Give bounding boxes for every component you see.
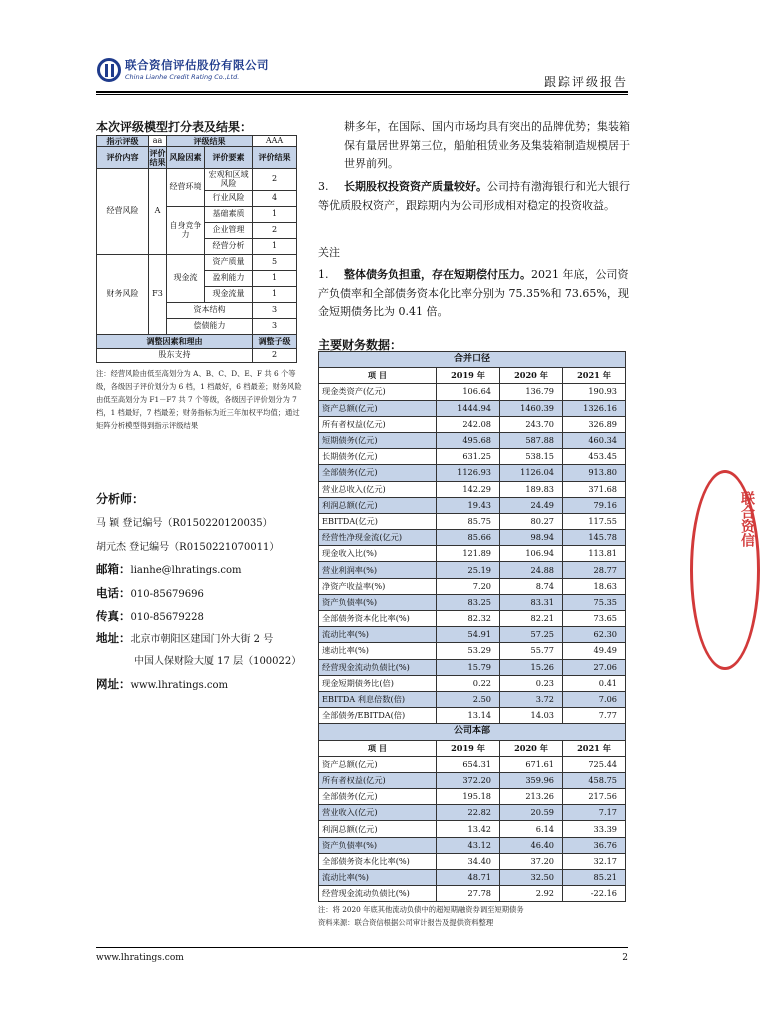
cell-value: 587.88: [500, 432, 563, 448]
cell-value: 83.31: [500, 594, 563, 610]
cell-value: 14.03: [500, 708, 563, 724]
factor-score: 1: [253, 239, 297, 255]
cell-value: 8.74: [500, 578, 563, 594]
cell-value: 217.56: [563, 789, 626, 805]
cell-value: 20.59: [500, 805, 563, 821]
cell-value: 73.65: [563, 611, 626, 627]
table-row: [319, 400, 626, 416]
row-label: 所有者权益(亿元): [319, 772, 437, 788]
row-label: 速动比率(%): [319, 643, 437, 659]
model-heading: 本次评级模型打分表及结果：: [96, 120, 253, 134]
cell-value: 0.41: [563, 675, 626, 691]
factor-score: 5: [253, 255, 297, 271]
row-label: EBITDA 利息倍数(倍): [319, 691, 437, 707]
column-header: 2020 年: [500, 740, 563, 756]
business-env-label: 经营环境: [167, 169, 205, 207]
cell-value: 1326.16: [563, 400, 626, 416]
address-label: 地址：: [96, 631, 131, 645]
cell-value: 13.14: [437, 708, 500, 724]
column-header: 2019 年: [437, 368, 500, 384]
row-label: 利润总额(亿元): [319, 497, 437, 513]
table-row: [319, 756, 626, 772]
cell-value: 7.17: [563, 805, 626, 821]
cell-value: 7.77: [563, 708, 626, 724]
business-risk-result: A: [149, 169, 167, 255]
cell-value: 2.92: [500, 886, 563, 902]
cell-value: 189.83: [500, 481, 563, 497]
row-label: 资产总额(亿元): [319, 756, 437, 772]
cell-value: 6.14: [500, 821, 563, 837]
cell-value: 1460.39: [500, 400, 563, 416]
row-label: 全部债务资本化比率(%): [319, 853, 437, 869]
web-value[interactable]: www.lhratings.com: [130, 680, 229, 691]
cell-value: 54.91: [437, 627, 500, 643]
cell-value: 326.89: [563, 416, 626, 432]
cell-value: 22.82: [437, 805, 500, 821]
factor-score: 2: [253, 223, 297, 239]
indicative-rating-value: aa: [149, 136, 167, 147]
table-row: [319, 789, 626, 805]
page-number: 2: [622, 953, 628, 963]
cell-value: 55.77: [500, 643, 563, 659]
analyst-1: 马 颖 登记编号（R0150220120035）: [96, 518, 273, 529]
cell-value: 79.16: [563, 497, 626, 513]
factor-label: 经营分析: [205, 239, 253, 255]
section-title: 公司本部: [319, 724, 626, 740]
financial-risk-result: F3: [149, 255, 167, 335]
cell-value: 1126.04: [500, 465, 563, 481]
col-header: 风险因素: [167, 147, 205, 169]
cell-value: 538.15: [500, 449, 563, 465]
factor-score: 2: [253, 169, 297, 191]
strength-item-3: [318, 178, 634, 215]
rating-result-value: AAA: [253, 136, 297, 147]
fax-label: 传真：: [96, 609, 131, 623]
cell-value: 106.64: [437, 384, 500, 400]
cell-value: 34.40: [437, 853, 500, 869]
table-row: [319, 772, 626, 788]
row-label: 流动比率(%): [319, 870, 437, 886]
cell-value: 24.88: [500, 562, 563, 578]
item-number: 3.: [318, 180, 329, 193]
cell-value: 1126.93: [437, 465, 500, 481]
table-row: [319, 708, 626, 724]
table-row: [319, 562, 626, 578]
cell-value: 82.32: [437, 611, 500, 627]
cell-value: 36.76: [563, 837, 626, 853]
column-header: 2021 年: [563, 740, 626, 756]
column-header: 项 目: [319, 740, 437, 756]
cell-value: 62.30: [563, 627, 626, 643]
cell-value: 57.25: [500, 627, 563, 643]
row-label: 现金短期债务比(倍): [319, 675, 437, 691]
cell-value: 98.94: [500, 530, 563, 546]
table-row: [319, 513, 626, 529]
factor-label: 现金流量: [205, 287, 253, 303]
cell-value: 15.79: [437, 659, 500, 675]
note-line-2: 资料来源：联合资信根据公司审计报告及提供资料整理: [318, 918, 494, 927]
cash-flow-label: 现金流: [167, 255, 205, 303]
row-label: 资产负债率(%): [319, 594, 437, 610]
table-row: [319, 416, 626, 432]
cell-value: 117.55: [563, 513, 626, 529]
cell-value: 631.25: [437, 449, 500, 465]
model-note: 注：经营风险由低至高划分为 A、B、C、D、E、F 共 6 个等级，各级因子评价划分为 6 档，1 档最好，6 档最差；财务风险由低至高划分为 F1－F7 共 7 个等级，各级因子评价划分为 7 档，1 档最好，7 档最差；财务指标为近三年加权平均值；通过矩阵分析模型得到指示评级结果: [96, 369, 302, 430]
table-row: [319, 481, 626, 497]
cell-value: 85.66: [437, 530, 500, 546]
cell-value: 243.70: [500, 416, 563, 432]
cell-value: 85.75: [437, 513, 500, 529]
adjust-header: 调整因素和理由: [97, 335, 253, 349]
concern-item-1: [318, 266, 634, 322]
note-line-1: 注：将 2020 年底其他流动负债中的超短期融资券调至短期债务: [318, 905, 524, 914]
table-row: [319, 627, 626, 643]
analyst-heading: 分析师：: [96, 492, 145, 506]
cell-value: 75.35: [563, 594, 626, 610]
table-row: [319, 870, 626, 886]
analyst-2: 胡元杰 登记编号（R0150221070011）: [96, 542, 280, 553]
phone-row: [96, 585, 204, 601]
factor-score: 1: [253, 287, 297, 303]
col-header: 评价结果: [253, 147, 297, 169]
factor-label: 偿债能力: [167, 319, 253, 335]
cell-value: 121.89: [437, 546, 500, 562]
cell-value: 46.40: [500, 837, 563, 853]
cell-value: 82.21: [500, 611, 563, 627]
cell-value: 32.50: [500, 870, 563, 886]
factor-score: 3: [253, 303, 297, 319]
table-row: [319, 546, 626, 562]
section-header-row: [319, 352, 626, 368]
cell-value: 213.26: [500, 789, 563, 805]
fax-row: [96, 608, 204, 624]
cell-value: 7.06: [563, 691, 626, 707]
cell-value: 0.22: [437, 675, 500, 691]
cell-value: 49.49: [563, 643, 626, 659]
column-header: 2020 年: [500, 368, 563, 384]
phone-label: 电话：: [96, 586, 131, 600]
email-value[interactable]: lianhe@lhratings.com: [130, 565, 242, 576]
table-row: [319, 530, 626, 546]
item-number: 1.: [318, 268, 329, 281]
cell-value: 460.34: [563, 432, 626, 448]
cell-value: 43.12: [437, 837, 500, 853]
cell-value: 654.31: [437, 756, 500, 772]
table-row: [319, 643, 626, 659]
email-row: [96, 561, 242, 577]
cell-value: 27.06: [563, 659, 626, 675]
rating-result-label: 评级结果: [167, 136, 253, 147]
row-label: 现金收入比(%): [319, 546, 437, 562]
row-label: 经营现金流动负债比(%): [319, 886, 437, 902]
cell-value: 2.50: [437, 691, 500, 707]
factor-score: 1: [253, 207, 297, 223]
table-row: [319, 578, 626, 594]
company-logo-icon: [97, 58, 121, 82]
row-label: 营业总收入(亿元): [319, 481, 437, 497]
column-header: 项 目: [319, 368, 437, 384]
financial-data-table: [318, 351, 626, 902]
cell-value: 1444.94: [437, 400, 500, 416]
cell-value: 190.93: [563, 384, 626, 400]
factor-label: 宏观和区域风险: [205, 169, 253, 191]
strength-paragraph-2-cont: 耕多年，在国际、国内市场均具有突出的品牌优势；集装箱保有量居世界第三位，船舶租赁业务及集装箱制造规模居于世界前列。: [344, 120, 630, 170]
row-label: 流动比率(%): [319, 627, 437, 643]
cell-value: 142.29: [437, 481, 500, 497]
row-label: 所有者权益(亿元): [319, 416, 437, 432]
report-title: 跟踪评级报告: [543, 75, 628, 89]
model-col-headers: [97, 147, 297, 169]
cell-value: 24.49: [500, 497, 563, 513]
item-text: 2021 年底，公司资产负债率和全部债务资本化比率分别为 75.35%和 73.65%，现金短期债务比为 0.41 倍。: [318, 268, 629, 318]
item-bold: 整体债务负担重，存在短期偿付压力。: [344, 268, 531, 281]
phone-value: 010-85679696: [130, 589, 204, 600]
column-header-row: [319, 368, 626, 384]
row-label: 营业利润率(%): [319, 562, 437, 578]
factor-label: 企业管理: [205, 223, 253, 239]
table-row: [319, 659, 626, 675]
cell-value: 83.25: [437, 594, 500, 610]
self-competitiveness-label: 自身竞争力: [167, 207, 205, 255]
row-label: 经营性净现金流(亿元): [319, 530, 437, 546]
email-label: 邮箱：: [96, 562, 131, 576]
address-row: [96, 630, 273, 646]
row-label: 短期债务(亿元): [319, 432, 437, 448]
row-label: 全部债务(亿元): [319, 789, 437, 805]
row-label: 资产负债率(%): [319, 837, 437, 853]
cell-value: 136.79: [500, 384, 563, 400]
table-row: [319, 594, 626, 610]
row-label: 资产总额(亿元): [319, 400, 437, 416]
cell-value: 359.96: [500, 772, 563, 788]
adjust-reason: 股东支持: [97, 349, 253, 363]
cell-value: 13.42: [437, 821, 500, 837]
table-row: [319, 465, 626, 481]
table-row: [319, 886, 626, 902]
cell-value: 3.72: [500, 691, 563, 707]
cell-value: 0.23: [500, 675, 563, 691]
address-line-1: 北京市朝阳区建国门外大街 2 号: [130, 634, 274, 645]
factor-label: 基础素质: [205, 207, 253, 223]
business-risk-label: 经营风险: [97, 169, 149, 255]
cell-value: 725.44: [563, 756, 626, 772]
adjust-level-header: 调整子级: [253, 335, 297, 349]
fax-value: 010-85679228: [130, 612, 204, 623]
row-label: 全部债务(亿元): [319, 465, 437, 481]
financial-risk-label: 财务风险: [97, 255, 149, 335]
table-row: [319, 432, 626, 448]
table-row: [319, 691, 626, 707]
row-label: 长期债务(亿元): [319, 449, 437, 465]
cell-value: 33.39: [563, 821, 626, 837]
cell-value: 53.29: [437, 643, 500, 659]
table-row: [319, 821, 626, 837]
row-label: 全部债务/EBITDA(倍): [319, 708, 437, 724]
concern-heading: 关注: [318, 246, 340, 259]
cell-value: 495.68: [437, 432, 500, 448]
item-text: 公司持有渤海银行和光大银行等优质股权资产，跟踪期内为公司形成相对稳定的投资收益。: [318, 180, 630, 212]
financial-data-heading: 主要财务数据：: [318, 338, 403, 352]
address-line-2: 中国人保财险大厦 17 层（100022）: [134, 656, 302, 667]
company-seal-stamp: [690, 470, 760, 670]
table-row: [319, 675, 626, 691]
adjust-level: 2: [253, 349, 297, 363]
factor-label: 资本结构: [167, 303, 253, 319]
header-divider-thin: [96, 94, 628, 95]
cell-value: 28.77: [563, 562, 626, 578]
stamp-text: 联合资信: [739, 491, 755, 547]
column-header: 2019 年: [437, 740, 500, 756]
row-label: 经营现金流动负债比(%): [319, 659, 437, 675]
factor-label: 盈利能力: [205, 271, 253, 287]
table-row: [319, 805, 626, 821]
col-header: 评价内容: [97, 147, 149, 169]
cell-value: 15.26: [500, 659, 563, 675]
cell-value: 458.75: [563, 772, 626, 788]
cell-value: 113.81: [563, 546, 626, 562]
factor-label: 行业风险: [205, 191, 253, 207]
cell-value: 913.80: [563, 465, 626, 481]
company-name-en: China Lianhe Credit Rating Co.,Ltd.: [125, 73, 240, 81]
table-row: [319, 384, 626, 400]
footer-url[interactable]: www.lhratings.com: [96, 953, 184, 963]
cell-value: 371.68: [563, 481, 626, 497]
cell-value: 32.17: [563, 853, 626, 869]
col-header: 评价结果: [149, 147, 166, 167]
factor-score: 3: [253, 319, 297, 335]
cell-value: 80.27: [500, 513, 563, 529]
row-label: 营业收入(亿元): [319, 805, 437, 821]
cell-value: 242.08: [437, 416, 500, 432]
web-label: 网址：: [96, 677, 131, 691]
col-header: 评价要素: [205, 147, 253, 169]
item-bold: 长期股权投资资产质量较好。: [344, 180, 487, 193]
row-label: 净资产收益率(%): [319, 578, 437, 594]
indicative-rating-label: 指示评级: [97, 136, 149, 147]
cell-value: 18.63: [563, 578, 626, 594]
cell-value: 85.21: [563, 870, 626, 886]
cell-value: 37.20: [500, 853, 563, 869]
column-header-row: [319, 740, 626, 756]
cell-value: 106.94: [500, 546, 563, 562]
section-header-row: [319, 724, 626, 740]
row-label: 利润总额(亿元): [319, 821, 437, 837]
factor-score: 1: [253, 271, 297, 287]
cell-value: 27.78: [437, 886, 500, 902]
row-label: EBITDA(亿元): [319, 513, 437, 529]
header-divider: [96, 91, 628, 93]
table-row: [319, 497, 626, 513]
rating-model-table: [96, 135, 297, 363]
table-row: [319, 837, 626, 853]
financial-table-note: [318, 903, 524, 929]
row-label: 现金类资产(亿元): [319, 384, 437, 400]
table-row: [319, 449, 626, 465]
company-name-cn: 联合资信评估股份有限公司: [125, 58, 269, 72]
column-header: 2021 年: [563, 368, 626, 384]
cell-value: 671.61: [500, 756, 563, 772]
cell-value: 25.19: [437, 562, 500, 578]
factor-label: 资产质量: [205, 255, 253, 271]
web-row: [96, 676, 228, 692]
model-top-row: [97, 136, 297, 147]
cell-value: 48.71: [437, 870, 500, 886]
table-row: [319, 853, 626, 869]
cell-value: 19.43: [437, 497, 500, 513]
cell-value: 453.45: [563, 449, 626, 465]
footer-divider: [96, 947, 628, 948]
factor-score: 4: [253, 191, 297, 207]
cell-value: 7.20: [437, 578, 500, 594]
cell-value: 195.18: [437, 789, 500, 805]
cell-value: 145.78: [563, 530, 626, 546]
cell-value: 372.20: [437, 772, 500, 788]
section-title: 合并口径: [319, 352, 626, 368]
table-row: [319, 611, 626, 627]
row-label: 全部债务资本化比率(%): [319, 611, 437, 627]
cell-value: -22.16: [563, 886, 626, 902]
